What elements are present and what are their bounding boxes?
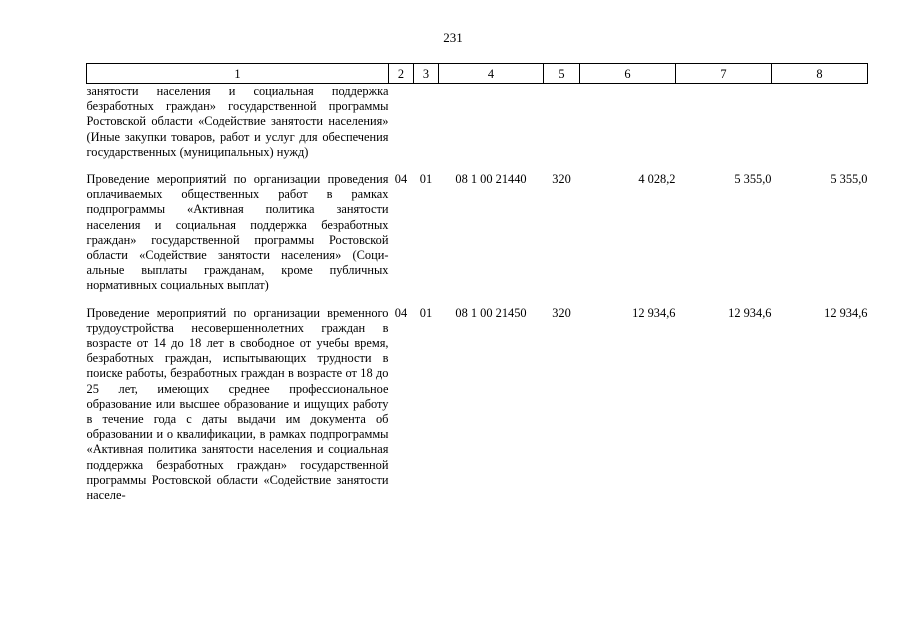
amount-col6: 12 934,6 (632, 305, 676, 320)
column-header: 3 (414, 64, 439, 84)
amount-col7: 12 934,6 (728, 305, 772, 320)
table-row (87, 172, 868, 306)
column-header: 6 (580, 64, 676, 84)
expense-type-code (544, 84, 580, 173)
target-article-code: 08 1 00 21440 (455, 172, 527, 187)
row-description: Проведение мероприятий по организации проведения оплачиваемых общественных работ в рамках подпрограммы «Активная политика занятости населения и социальная поддержка безработных граждан» государственной программы Ростовской области «Содействие занятости населения» (Социальные выплаты гражданам, кроме публичных нормативных социальных выплат) (86, 172, 389, 293)
amount-col8: 12 934,6 (824, 305, 868, 320)
amount-col8: 5 355,0 (830, 172, 868, 187)
section-code: 04 (394, 305, 408, 320)
amount-col6 (580, 84, 676, 173)
row-description: Проведение мероприятий по организации временного трудоустройства несовершеннолетних граждан в возрасте от 14 до 18 лет в свободное от учебы время, безработных граждан, испытывающих трудности в поиске работы, безработных граждан в возрасте от 18 до 25 лет, имеющих среднее профессиональное образование или высшее образование и ищущих работу в течение года с даты выдачи им документа об образовании и о квалификации, в рамках подпрограммы «Активная политика занятости населения и социальная поддержка безработных граждан» государственной программы Ростовской области «Содействие занятости населе- (86, 305, 389, 503)
column-header: 4 (439, 64, 544, 84)
table-header-row (87, 64, 868, 84)
table-row (87, 306, 868, 504)
subsection-code (414, 84, 439, 173)
table-row (87, 84, 868, 173)
expense-type-code: 320 (552, 305, 571, 320)
section-code: 04 (394, 172, 408, 187)
amount-col7 (676, 84, 772, 173)
target-article-code (439, 84, 544, 173)
expense-type-code: 320 (552, 172, 571, 187)
column-header: 7 (676, 64, 772, 84)
section-code (389, 84, 414, 173)
amount-col7: 5 355,0 (734, 172, 772, 187)
row-description: занятости населения и социальная поддержка безработных граждан» государственной программы Ростовской области «Содействие занятости населения» (Иные закупки товаров, работ и услуг для обеспечения государственных (муниципальных) нужд) (86, 84, 389, 159)
column-header: 1 (87, 64, 389, 84)
page-number: 231 (443, 30, 463, 45)
subsection-code: 01 (419, 305, 433, 320)
amount-col6: 4 028,2 (638, 172, 676, 187)
target-article-code: 08 1 00 21450 (455, 305, 527, 320)
column-header: 2 (389, 64, 414, 84)
column-header: 8 (772, 64, 868, 84)
budget-table (86, 63, 868, 503)
subsection-code: 01 (419, 172, 433, 187)
amount-col8 (772, 84, 868, 173)
column-header: 5 (544, 64, 580, 84)
